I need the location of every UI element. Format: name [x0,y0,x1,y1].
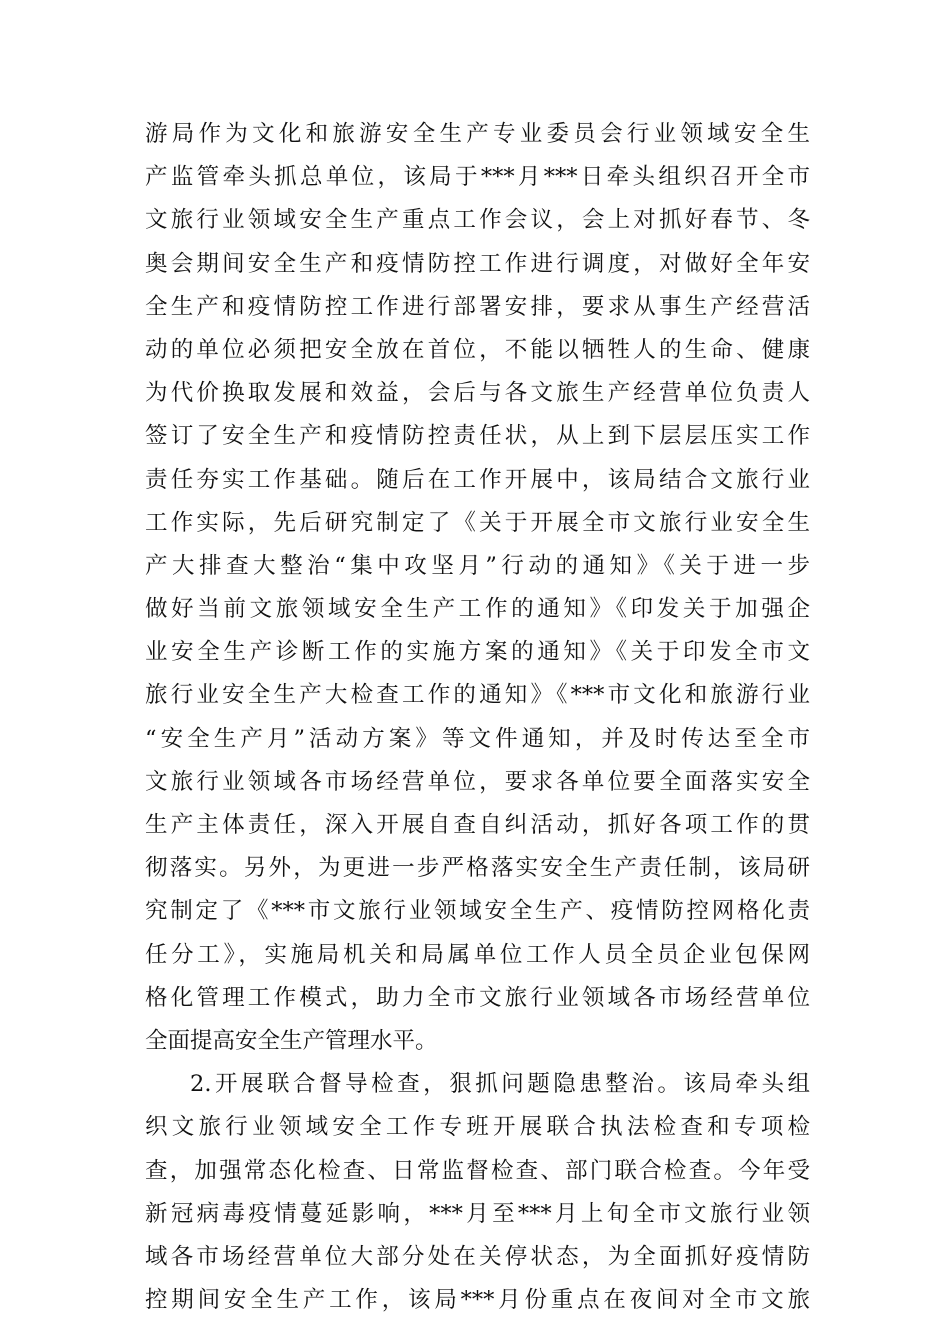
text-line: 奥会期间安全生产和疫情防控工作进行调度，对做好全年安 [145,250,810,277]
text-line: 控期间安全生产工作，该局***月份重点在夜间对全市文旅 [145,1287,810,1314]
text-line: 究制定了《***市文旅行业领域安全生产、疫情防控网格化责 [145,898,810,925]
text-line: 业安全生产诊断工作的实施方案的通知》《关于印发全市文 [145,639,810,666]
text-line: 彻落实。另外，为更进一步严格落实安全生产责任制，该局研 [145,855,810,882]
body-text [145,113,810,1322]
text-line: 任分工》，实施局机关和局属单位工作人员全员企业包保网 [145,941,810,968]
text-line: 为代价换取发展和效益，会后与各文旅生产经营单位负责人 [145,380,810,407]
text-line: 旅行业安全生产大检查工作的通知》《***市文化和旅游行业 [145,682,810,709]
text-line: 格化管理工作模式，助力全市文旅行业领域各市场经营单位 [145,984,810,1011]
text-line: 新冠病毒疫情蔓延影响，***月至***月上旬全市文旅行业领 [145,1200,810,1227]
text-line: 查，加强常态化检查、日常监督检查、部门联合检查。今年受 [145,1157,810,1184]
text-line: 动的单位必须把安全放在首位，不能以牺牲人的生命、健康 [145,336,810,363]
text-line: 域各市场经营单位大部分处在关停状态，为全面抓好疫情防 [145,1243,810,1270]
section-heading-line: 2.开展联合督导检查，狠抓问题隐患整治。该局牵头组 [190,1071,810,1098]
text-line: 责任夯实工作基础。随后在工作开展中，该局结合文旅行业 [145,466,810,493]
paragraph-end-line: 全面提高安全生产管理水平。 [145,1027,438,1054]
text-line: 产大排查大整治“集中攻坚月”行动的通知》《关于进一步 [145,552,810,579]
text-line: 游局作为文化和旅游安全生产专业委员会行业领域安全生 [145,121,810,147]
text-line: 全生产和疫情防控工作进行部署安排，要求从事生产经营活 [145,293,810,320]
text-line: 签订了安全生产和疫情防控责任状，从上到下层层压实工作 [145,423,810,450]
text-line: 文旅行业领域各市场经营单位，要求各单位要全面落实安全 [145,768,810,795]
text-line: 生产主体责任，深入开展自查自纠活动，抓好各项工作的贯 [145,812,810,838]
text-line: 文旅行业领域安全生产重点工作会议，会上对抓好春节、冬 [145,207,810,234]
text-line: 做好当前文旅领域安全生产工作的通知》《印发关于加强企 [145,596,810,623]
text-line: “安全生产月”活动方案》等文件通知，并及时传达至全市 [145,725,810,752]
text-line: 织文旅行业领域安全工作专班开展联合执法检查和专项检 [145,1114,810,1141]
text-line: 工作实际，先后研究制定了《关于开展全市文旅行业安全生 [145,509,810,536]
text-line: 产监管牵头抓总单位，该局于***月***日牵头组织召开全市 [145,164,810,191]
